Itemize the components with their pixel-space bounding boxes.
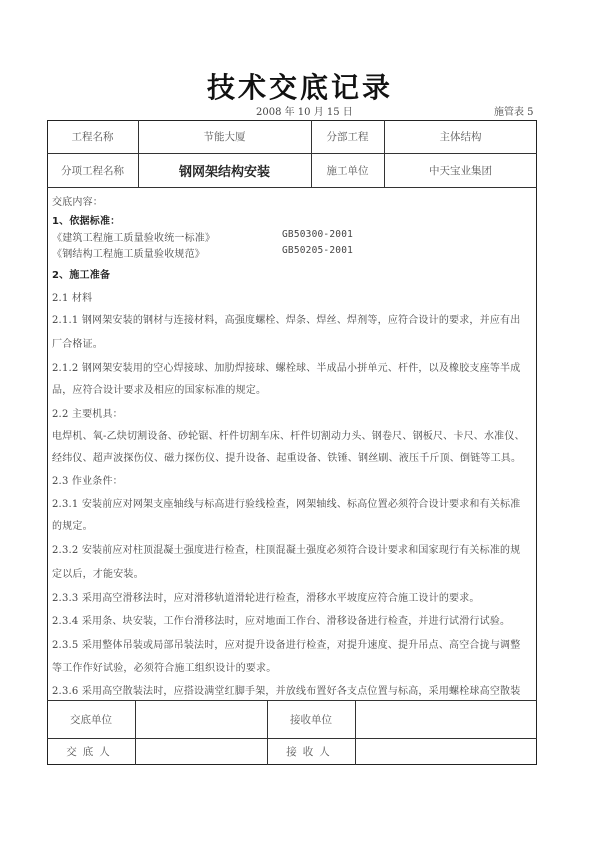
standard-code: GB50300-2001: [282, 229, 354, 240]
label-contractor: 施工单位: [326, 164, 369, 177]
content-line: 厂合格证。: [52, 339, 103, 350]
content-line: 品，应符合设计要求及相应的国家标准的规定。: [52, 385, 267, 396]
content-line: 2.3 作业条件：: [52, 476, 123, 487]
content-line: 2.3.6 采用高空散装法时，应搭设满堂红脚手架，并放线布置好各支点位置与标高，采用螺栓球高空散装: [52, 686, 521, 697]
standard-item: [52, 229, 354, 244]
content-line: 2.3.1 安装前应对网架支座轴线与标高进行验线检查，网架轴线、标高位置必须符合设计要求和有关标准: [52, 499, 521, 510]
form-number: 施管表 5: [494, 107, 534, 118]
content-line: 2.1 材料: [52, 293, 93, 304]
content-line: 2.1.2 钢网架安装用的空心焊接球、加肋焊接球、螺栓球、半成品小拼单元、杆件，以及橡胶支座等半成: [52, 363, 521, 374]
label-receiving-unit: 接收单位: [290, 713, 332, 726]
section-heading: 2、施工准备: [52, 270, 111, 281]
value-receiving-unit[interactable]: [355, 700, 537, 738]
standard-code: GB50205-2001: [282, 245, 354, 256]
content-line: 等工作作好试验，必须符合施工组织设计的要求。: [52, 663, 277, 674]
value-receiver[interactable]: [355, 738, 537, 765]
value-contractor: 中天宝业集团: [429, 164, 492, 177]
content-line: 电焊机、氧-乙炔切割设备、砂轮锯、杆件切割车床、杆件切割动力头、钢卷尺、钢板尺、卡尺、水准仪、: [52, 431, 525, 442]
content-line: 2.3.3 采用高空滑移法时，应对滑移轨道滑轮进行检查，滑移水平坡度应符合施工设计的要求。: [52, 593, 480, 604]
label-project-name: 工程名称: [71, 131, 114, 143]
value-division: 主体结构: [439, 131, 482, 143]
standard-item: [52, 245, 354, 260]
standard-name: 《钢结构工程施工质量验收规范》: [52, 249, 205, 260]
label-issuer: 交底人: [66, 746, 116, 758]
standard-name: 《建筑工程施工质量验收统一标准》: [52, 233, 216, 244]
content-line: 2.3.5 采用整体吊装或局部吊装法时，应对提升设备进行检查，对提升速度、提升吊点、高空合拢与调整: [52, 640, 521, 651]
label-division: 分部工程: [326, 131, 369, 143]
content-line: 2.1.1 钢网架安装的钢材与连接材料，高强度螺栓、焊条、焊丝、焊剂等，应符合设计的要求，并应有出: [52, 315, 521, 326]
content-line: 经纬仪、超声波探伤仪、磁力探伤仪、提升设备、起重设备、铁锤、钢丝刷、液压千斤顶、倒链等工具。: [52, 453, 522, 464]
label-subitem-name: 分项工程名称: [61, 164, 124, 177]
content-line: 2.3.2 安装前应对柱顶混凝土强度进行检查，柱顶混凝土强度必须符合设计要求和国家现行有关标准的规: [52, 545, 521, 556]
divider: [47, 187, 537, 188]
document-title: 技术交底记录: [206, 71, 393, 104]
content-line: 2.2 主要机具：: [52, 409, 123, 420]
value-project-name: 节能大厦: [203, 131, 246, 143]
content-line: 2.3.4 采用条、块安装，工作台滑移法时，应对地面工作台、滑移设备进行检查，并进行试滑行试验。: [52, 616, 511, 627]
section-heading: 1、依据标准：: [52, 216, 121, 227]
content-line: 的规定。: [52, 521, 93, 532]
label-receiver: 接收人: [286, 746, 336, 758]
value-subitem-name: 钢网架结构安装: [178, 164, 270, 180]
document-date: 2008 年 10 月 15 日: [256, 107, 353, 118]
value-issuer[interactable]: [135, 738, 267, 765]
content-intro: 交底内容：: [52, 197, 103, 208]
value-issuing-unit[interactable]: [135, 700, 267, 738]
content-line: 定以后，才能安装。: [52, 569, 144, 580]
label-issuing-unit: 交底单位: [70, 713, 112, 726]
